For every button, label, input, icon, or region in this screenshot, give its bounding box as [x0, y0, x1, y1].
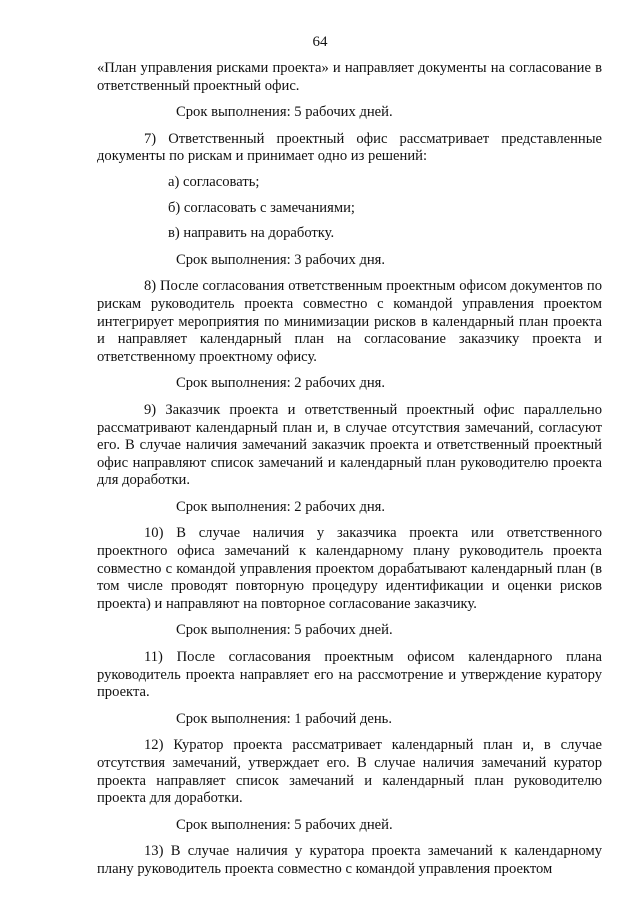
- deadline-4: Срок выполнения: 2 рабочих дня.: [176, 498, 386, 515]
- item-7-option-b: б) согласовать с замечаниями;: [168, 199, 355, 216]
- paragraph-continuation: «План управления рисками проекта» и направляет документы на согласование в ответственный проектный офис.: [97, 60, 602, 94]
- deadline-6: Срок выполнения: 1 рабочий день.: [176, 710, 392, 727]
- item-7: 7) Ответственный проектный офис рассматривает представленные документы по рискам и принимает одно из решений:: [97, 130, 602, 165]
- deadline-1: Срок выполнения: 5 рабочих дней.: [176, 104, 393, 121]
- page-number: 64: [312, 34, 328, 50]
- deadline-3: Срок выполнения: 2 рабочих дня.: [176, 375, 386, 392]
- deadline-7: Срок выполнения: 5 рабочих дней.: [176, 816, 393, 833]
- item-10: 10) В случае наличия у заказчика проекта или ответственного проектного офиса замечаний к календарному плану руководитель проекта совместно с командой управления проектом дорабатывают календарный план (в том числе проводят повторную процедуру идентификации и оценки рисков проекта) и направляют на повторное согласование заказчику.: [97, 525, 602, 612]
- item-7-option-a: а) согласовать;: [168, 173, 260, 190]
- document-body: [97, 60, 602, 879]
- item-8: 8) После согласования ответственным проектным офисом документов по рискам руководитель проекта совместно с командой управления проектом интегрирует мероприятия по минимизации рисков в календарный план проекта и направляет календарный план на согласование заказчику проекта и ответственному проектному офису.: [97, 278, 602, 365]
- item-11: 11) После согласования проектным офисом календарного плана руководитель проекта направляет его на рассмотрение и утверждение куратору проекта.: [97, 649, 602, 701]
- deadline-2: Срок выполнения: 3 рабочих дня.: [176, 251, 386, 268]
- item-7-option-c: в) направить на доработку.: [168, 225, 335, 242]
- item-12: 12) Куратор проекта рассматривает календарный план и, в случае отсутствия замечаний, утверждает его. В случае наличия замечаний куратор проекта направляет список замечаний и календарный план руководителю проекта для доработки.: [97, 737, 602, 807]
- deadline-5: Срок выполнения: 5 рабочих дней.: [176, 622, 393, 639]
- item-13: 13) В случае наличия у куратора проекта замечаний к календарному плану руководитель проекта совместно с командой управления проектом: [97, 843, 602, 877]
- item-9: 9) Заказчик проекта и ответственный проектный офис параллельно рассматривают календарный план и, в случае отсутствия замечаний, согласуют его. В случае наличия замечаний заказчик проекта и ответственный проектный офис направляют список замечаний и календарный план руководителю проекта для доработки.: [97, 401, 602, 489]
